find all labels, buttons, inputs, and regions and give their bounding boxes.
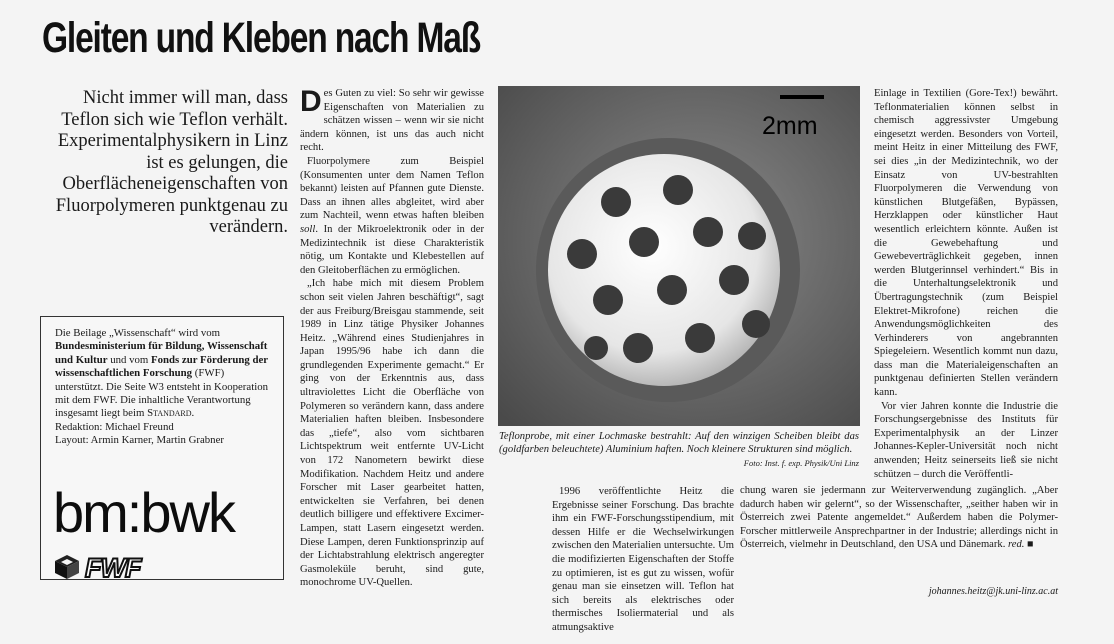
fwf-logo-graphic (53, 551, 193, 581)
paragraph: chung waren sie jedermann zur Weiterverwendung zugänglich. „Aber dadurch haben wir gelernt“, so der Wissenschafter, „seither haben wir in Österreich zwei Patente angemeldet.“ Außerdem haben die Polymer-Forscher mittlerweile Ansprechpartner in der Industrie; allerdings nicht in Österreich, vielmehr in Deutschland, den USA und Dänemark. (740, 485, 1058, 551)
headline: Gleiten und Kleben nach Maß (42, 14, 481, 62)
caption-text: Teflonprobe, mit einer Lochmaske bestrahlt: Auf den winzigen Scheiben bleibt das (goldfarben beleuchtete) Aluminium haften. Noch kleinere Strukturen sind möglich. (499, 431, 859, 455)
fonds-name: Fonds zur Förderung der wissenschaftlichen Forschung (55, 353, 268, 380)
fwf-logo (53, 551, 193, 586)
article-column-2 (552, 485, 734, 635)
emphasis: soll (300, 223, 316, 235)
info-text-4: Die inhaltliche Verantwortung insgesamt liegt beim (55, 394, 251, 420)
info-box-text (55, 327, 273, 448)
standard-name: Standard (147, 407, 192, 420)
article-column-3 (874, 87, 1058, 481)
paragraph: Fluorpolymere zum Beispiel (Konsumenten unter dem Namen Teflon bekannt) leisten auf Pfannen gute Dienste. Dass an ihnen alles abgleitet, wird aber zum Nachteil, wenn etwas haften bleiben (300, 155, 484, 222)
fwf-cube-icon (55, 555, 79, 579)
lede: Nicht immer will man, dass Teflon sich wie Teflon verhält. Experimentalphysikern in Linz ist es gelungen, die Oberflächeneigenschaften von Fluorpolymeren punktgenau zu verändern. (55, 88, 288, 237)
teflon-sample-photo (498, 86, 860, 426)
article-column-1 (300, 87, 484, 590)
author-tag: red. (1008, 539, 1025, 551)
info-text-5: . (191, 407, 195, 420)
paragraph: Einlage in Textilien (Gore-Tex!) bewährt. Teflonmaterialien können selbst in chemisch aggressivster Umgebung eingesetzt werden. Besonders von Vorteil, meint Heitz in einer Mitteilung des FWF, sei dies „in der Medizintechnik, wo der Einsatz von UV-bestrahlten Fluorpolymeren die Verwendung von künstlichen Blutgefäßen, Bypässen, Herzklappen oder künstlicher Haut wesentlich erleichtern könnte. Außen ist die Gewebehaftung und Gewebeverträglichkeit gegeben, innen werden Blutgerinnsel verhindert.“ Bis in die Unterhaltungselektronik und Übertragungstechnik (zum Beispiel Elektret-Mikrofone) reichen die Anwendungsmöglichkeiten des Verhinderers von angebrannten Spiegeleiern. Wesentlich kommt nun dazu, dass man die Materialeigenschaften an punktgenau definierten Stellen verändern kann. (874, 88, 1058, 399)
paragraph: 1996 veröffentlichte Heitz die Ergebnisse seiner Forschung. Das brachte ihm ein FWF-Forschungsstipendium, mit dessen Hilfe er die Wechselwirkungen zwischen den Materialien untersuchte. Um die modifizierten Eigenschaften der Stoffe zu optimieren, ist es gut zu wissen, wofür genau man sie einsetzen will. Teflon hat sich bereits als elektrisches oder thermisches Isoliermaterial und als atmungsaktive (552, 486, 734, 633)
paragraph: „Ich habe mich mit diesem Problem schon seit vielen Jahren beschäftigt“, sagt der aus Freiburg/Breisgau stammende, seit 1989 in Linz tätige Physiker Johannes Heitz. „Während eines Studienjahres in Japan 1995/96 habe ich dann die grundlegenden Experimente gemacht.“ Er ging von der Erkenntnis aus, dass ultraviolettes Licht die Oberfläche von Polymeren so verändern kann, dass andere Materialien haften bleiben. Insbesondere das „tiefe“, also vom sichtbaren Lichtspektrum weit entfernte UV-Licht von 172 Nanometern bewirkt diese Modifikation. Nachdem Heitz und andere Forscher mit Laser gearbeitet hatten, entwickelten sie Verfahren, bei denen deutlich billigere und effektivere Excimer-Lampen, statt Lasern eingesetzt werden. Diese Lampen, deren Funktionsprinzip auf der Lichtabstrahlung elektrisch angeregter Gasmoleküle beruht, sind gute, monochrome UV-Quellen. (300, 278, 484, 589)
photo-caption (499, 430, 859, 470)
drop-cap: D (300, 85, 322, 118)
photo-graphic (498, 86, 860, 426)
paragraph: es Guten zu viel: So sehr wir gewisse Eigenschaften von Materialien zu schätzen wissen – wenn wir sie nicht ändern können, ist uns das auch nicht recht. (300, 88, 484, 154)
fwf-wordmark: FWF (85, 553, 141, 581)
scale-label: 2mm (762, 112, 818, 140)
info-text-1: Die Beilage „Wissenschaft“ wird vom (55, 327, 221, 339)
bmbwk-logo: bm:bwk (53, 481, 234, 544)
end-mark: ■ (1027, 539, 1034, 551)
email-signature: johannes.heitz@jk.uni-linz.ac.at (928, 586, 1058, 597)
info-text-3: (FWF) unterstützt. Die Seite W3 entsteht in Kooperation mit dem FWF. (55, 367, 268, 407)
article-column-3-continued (740, 484, 1058, 552)
scale-bar (780, 95, 824, 99)
paragraph: Vor vier Jahren konnte die Industrie die Forschungsergebnisse des Instituts für Experimentalphysik an der Linzer Johannes-Kepler-Universität noch nicht anwenden; Heitz seinerseits ließ sie nicht schützen – durch die Veröffentli- (874, 400, 1058, 480)
paragraph: . In der Mikroelektronik oder in der Medizintechnik ist diese Charakteristik nötig, um Kontakte und Klebestellen auf den Gleitoberflächen zu ermöglichen. (300, 223, 484, 276)
layout-credit: Layout: Armin Karner, Martin Grabner (55, 434, 224, 447)
photo-credit: Foto: Inst. f. exp. Physik/Uni Linz (743, 458, 859, 468)
editor-credit: Redaktion: Michael Freund (55, 420, 174, 433)
info-text-2: und vom (110, 353, 149, 366)
info-box (40, 316, 284, 580)
ministry-name: Bundesministerium für Bildung, Wissenschaft und Kultur (55, 340, 268, 366)
